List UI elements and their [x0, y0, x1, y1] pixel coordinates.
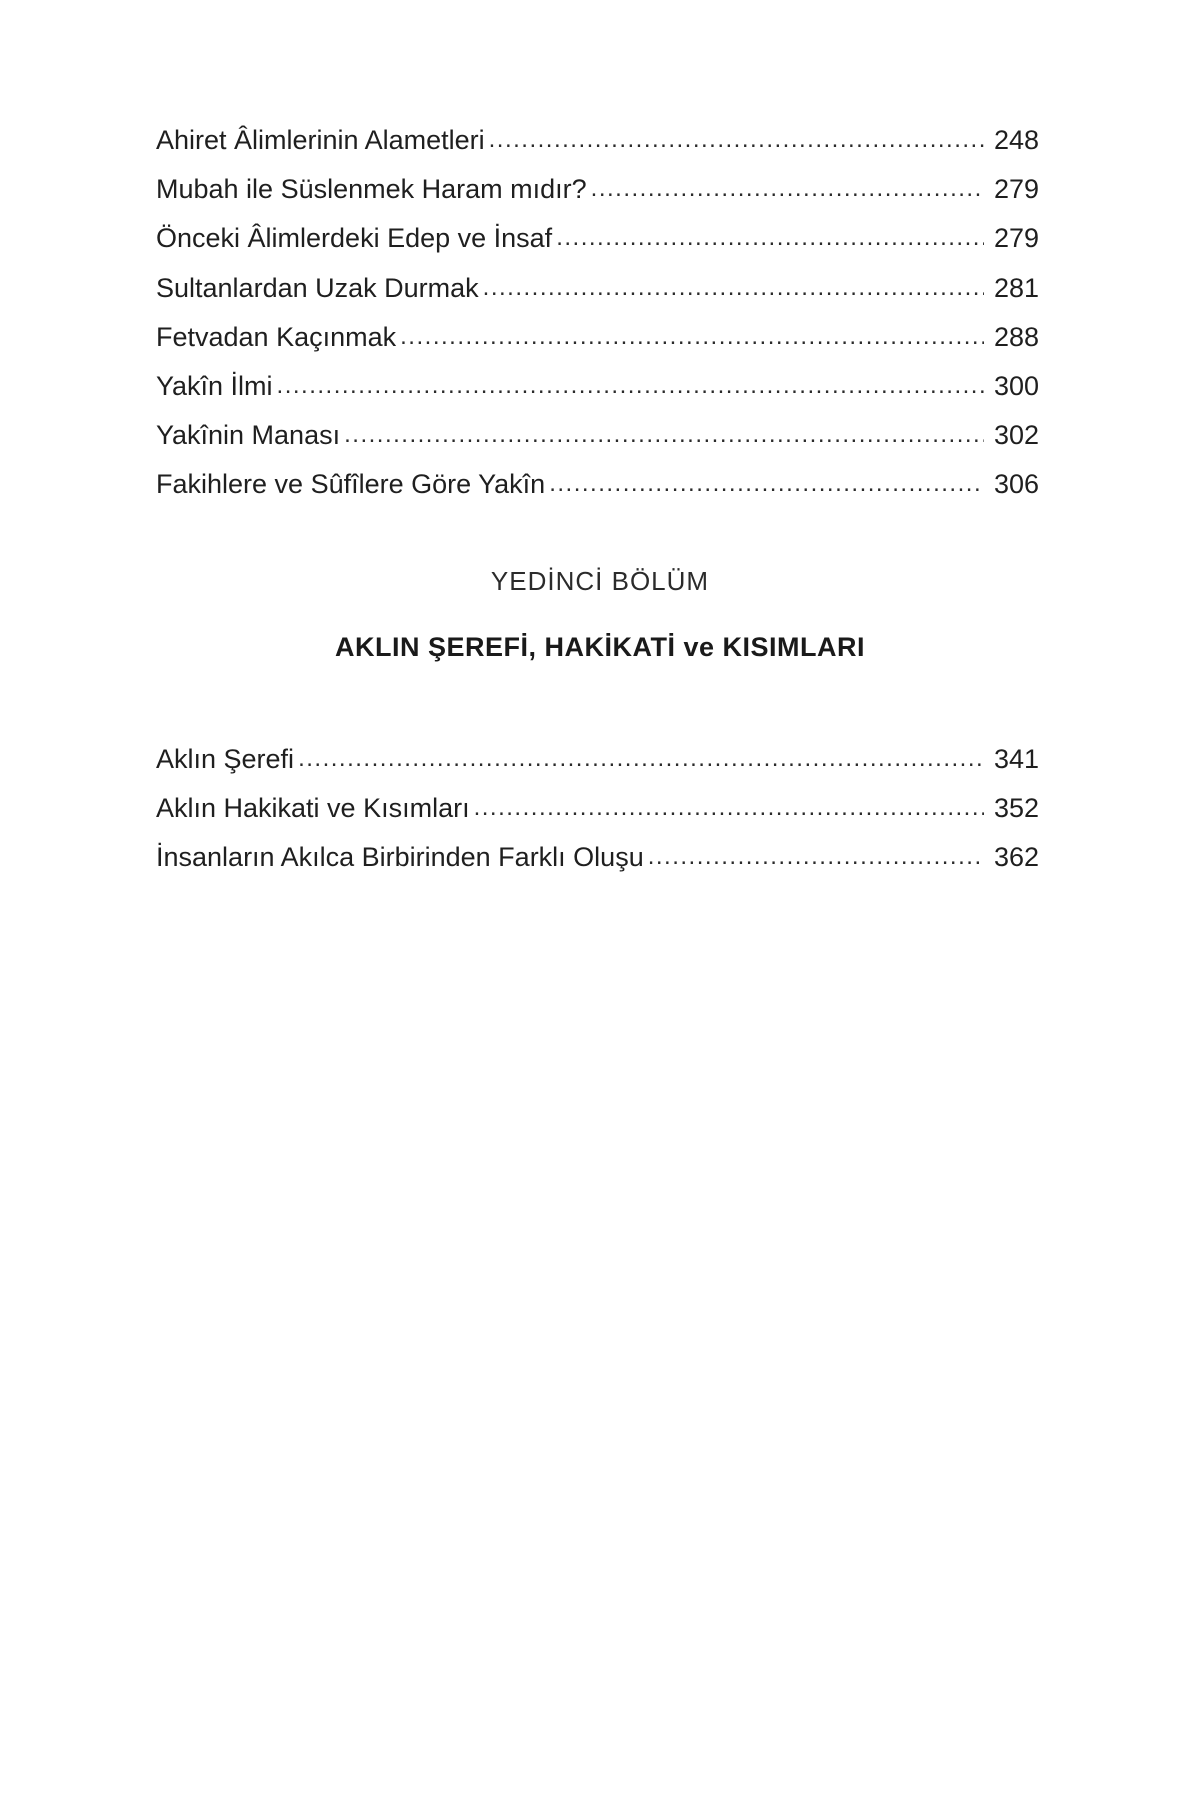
- toc-dot-leader: [298, 742, 984, 772]
- toc-entry-title: Ahiret Âlimlerinin Alametleri: [156, 125, 485, 155]
- toc-dot-leader: [344, 418, 984, 448]
- toc-entry-page: 288: [993, 321, 1039, 352]
- toc-entry[interactable]: [156, 784, 1039, 833]
- toc-entry-title: Yakîn İlmi: [156, 370, 273, 401]
- toc-entry-page: 306: [993, 469, 1039, 500]
- toc-list-part1: [156, 116, 1039, 510]
- toc-entry[interactable]: [156, 214, 1039, 263]
- toc-entry-page: 302: [993, 420, 1039, 451]
- toc-entry-page: 362: [993, 842, 1039, 873]
- toc-dot-leader: [591, 172, 984, 202]
- toc-dot-leader: [549, 467, 984, 497]
- toc-entry-title: İnsanların Akılca Birbirinden Farklı Oluşu: [156, 842, 644, 873]
- toc-dot-leader: [474, 791, 984, 821]
- toc-entry-page: 248: [993, 125, 1039, 155]
- toc-list-part2: [156, 735, 1039, 883]
- toc-dot-leader: [648, 840, 984, 870]
- toc-entry-title: Sultanlardan Uzak Durmak: [156, 272, 479, 303]
- toc-entry-title: Yakînin Manası: [156, 420, 341, 451]
- toc-entry[interactable]: [156, 313, 1039, 362]
- toc-entry-title: Aklın Şerefi: [156, 744, 295, 774]
- toc-dot-leader: [556, 221, 984, 251]
- toc-entry[interactable]: [156, 264, 1039, 313]
- toc-entry[interactable]: [156, 362, 1039, 411]
- toc-entry[interactable]: [156, 116, 1039, 165]
- toc-entry-page: 341: [993, 744, 1039, 774]
- section-label: YEDİNCİ BÖLÜM: [490, 566, 710, 596]
- toc-entry[interactable]: [156, 833, 1039, 882]
- toc-entry-title: Aklın Hakikati ve Kısımları: [156, 793, 470, 824]
- toc-entry-title: Önceki Âlimlerdeki Edep ve İnsaf: [156, 223, 553, 254]
- toc-entry[interactable]: [156, 735, 1039, 784]
- toc-dot-leader: [483, 271, 984, 301]
- toc-entry-title: Fetvadan Kaçınmak: [156, 321, 397, 352]
- toc-entry[interactable]: [156, 165, 1039, 214]
- toc-entry-page: 281: [993, 272, 1039, 303]
- toc-dot-leader: [277, 369, 984, 399]
- toc-entry-page: 279: [993, 223, 1039, 254]
- toc-entry-page: 279: [993, 174, 1039, 205]
- toc-entry-title: Mubah ile Süslenmek Haram mıdır?: [156, 174, 587, 205]
- toc-entry[interactable]: [156, 460, 1039, 509]
- toc-dot-leader: [489, 123, 984, 153]
- toc-entry-page: 352: [993, 793, 1039, 824]
- section-title: AKLIN ŞEREFİ, HAKİKATİ ve KISIMLARI: [334, 632, 866, 662]
- toc-dot-leader: [400, 320, 984, 350]
- toc-entry-page: 300: [993, 370, 1039, 401]
- toc-entry[interactable]: [156, 411, 1039, 460]
- toc-entry-title: Fakihlere ve Sûfîlere Göre Yakîn: [156, 469, 546, 500]
